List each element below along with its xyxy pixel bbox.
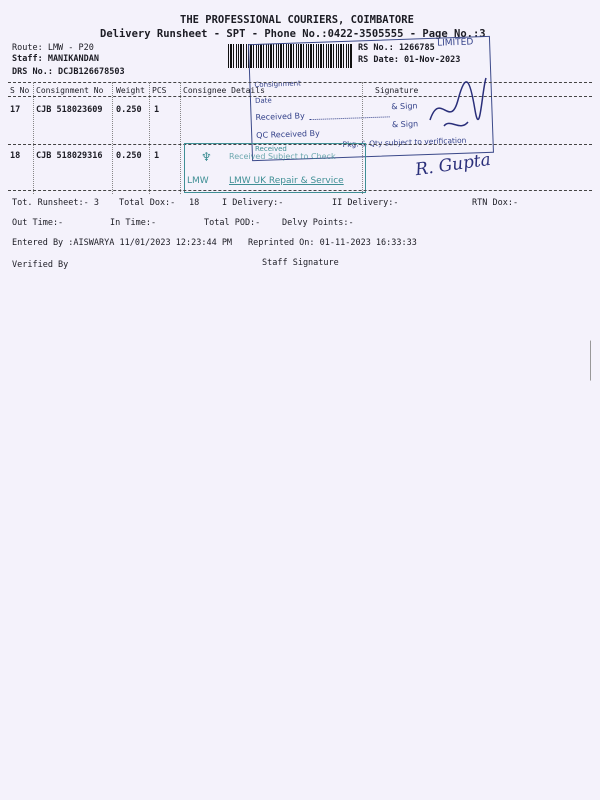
staff-signature: Staff Signature xyxy=(262,258,339,268)
col-sno: S No xyxy=(10,86,30,95)
col-divider xyxy=(33,82,34,194)
stamp-date: Date xyxy=(254,96,272,106)
row-weight: 0.250 xyxy=(116,105,142,115)
stamp-consignment: Consignment xyxy=(254,79,301,90)
drs-number: DRS No.: DCJB126678503 xyxy=(12,67,125,77)
delvy-points: Delvy Points:- xyxy=(282,218,354,228)
col-weight: Weight xyxy=(116,86,145,95)
row-sno: 18 xyxy=(10,151,21,161)
stamp-qc-received-by: QC Received By xyxy=(256,128,320,141)
total-dox-value: 18 xyxy=(189,198,200,208)
stamp-sign-2: & Sign xyxy=(391,119,419,130)
out-time: Out Time:- xyxy=(12,218,64,228)
stamp-line xyxy=(310,116,390,120)
rtn-dox: RTN Dox:- xyxy=(472,198,519,208)
header-rule-top xyxy=(8,82,592,83)
emblem-icon: ♆ xyxy=(201,150,212,164)
col-consignment: Consignment No xyxy=(36,86,104,95)
total-pod: Total POD:- xyxy=(204,218,261,228)
total-runsheet: Tot. Runsheet:- 3 xyxy=(12,198,99,208)
staff-label: Staff: MANIKANDAN xyxy=(12,54,99,64)
handwritten-signature: R. Gupta xyxy=(413,149,493,181)
i-delivery: I Delivery:- xyxy=(222,198,284,208)
scribbled-signature xyxy=(420,70,500,140)
col-pcs: PCS xyxy=(152,86,167,95)
stamp-sign: & Sign xyxy=(391,101,418,112)
stamp-received-by: Received By xyxy=(255,111,305,123)
stamp2-received: Received xyxy=(255,145,287,153)
row-consignment: CJB 518029316 xyxy=(36,151,103,161)
receipt-stamp xyxy=(184,143,366,193)
row-weight: 0.250 xyxy=(116,151,142,161)
verified-by: Verified By xyxy=(12,260,69,270)
company-name: THE PROFESSIONAL COURIERS, COIMBATORE xyxy=(180,14,414,26)
stamp-limited: LIMITED xyxy=(436,37,474,49)
col-divider xyxy=(180,82,181,194)
reprinted-on: Reprinted On: 01-11-2023 16:33:33 xyxy=(248,238,417,248)
total-dox-label: Total Dox:- xyxy=(119,198,176,208)
page-edge-mark xyxy=(590,339,597,380)
row-pcs: 1 xyxy=(154,105,160,115)
runsheet-title: Delivery Runsheet - SPT - Phone No.:0422-3505555 - Page No.:3 xyxy=(100,28,486,40)
col-divider xyxy=(149,82,150,194)
entered-by: Entered By :AISWARYA 11/01/2023 12:23:44 PM xyxy=(12,238,233,248)
col-signature: Signature xyxy=(375,86,419,95)
stamp2-line2: LMW UK Repair & Service xyxy=(229,176,344,186)
row-pcs: 1 xyxy=(154,151,160,161)
row-consignment: CJB 518023609 xyxy=(36,105,103,115)
ii-delivery: II Delivery:- xyxy=(332,198,399,208)
stamp-pkg-qty: Pkg. & Qty subject to verification xyxy=(342,135,467,150)
row-sno: 17 xyxy=(10,105,21,115)
route-label: Route: LMW - P20 xyxy=(12,43,94,53)
header-rule-bottom xyxy=(8,96,592,97)
rs-number: RS No.: 1266785 xyxy=(358,43,435,53)
col-consignee: Consignee Details xyxy=(183,86,265,95)
totals-rule xyxy=(8,190,592,191)
rs-date: RS Date: 01-Nov-2023 xyxy=(358,55,461,65)
stamp2-line1: Received Subject to Check xyxy=(229,152,336,161)
stamp2-lmw: LMW xyxy=(187,176,209,186)
in-time: In Time:- xyxy=(110,218,157,228)
col-divider xyxy=(112,82,113,194)
